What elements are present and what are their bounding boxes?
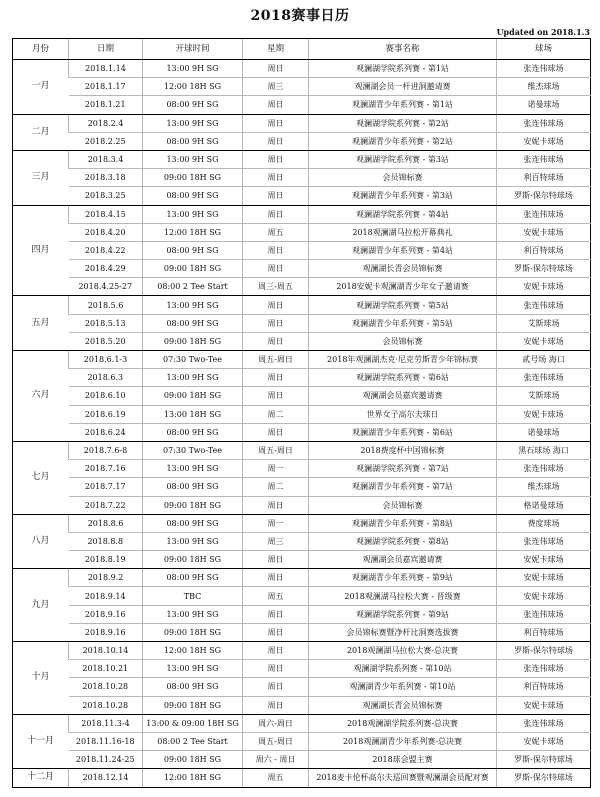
tee-time-cell: 09:00 18H SG	[143, 696, 243, 714]
tee-time-cell: 13:00 9H SG	[143, 114, 243, 132]
venue-cell: 安妮卡球场	[497, 332, 591, 350]
tee-time-cell: 08:00 2 Tee Start	[143, 732, 243, 750]
venue-cell: 罗斯-保尔特球场	[497, 642, 591, 660]
event-name-cell: 观澜湖会员嘉宾邀请赛	[309, 551, 497, 569]
venue-cell: 艾斯球场	[497, 314, 591, 332]
tee-time-cell: 09:00 18H SG	[143, 496, 243, 514]
venue-cell: 利百特球场	[497, 169, 591, 187]
event-name-cell: 观澜湖青少年系列赛 - 第5站	[309, 314, 497, 332]
weekday-cell: 周日	[243, 387, 309, 405]
header-weekday: 星期	[243, 39, 309, 60]
weekday-cell: 周五-周日	[243, 441, 309, 459]
month-cell: 二月	[13, 114, 69, 150]
date-cell: 2018.6.10	[69, 387, 143, 405]
weekday-cell: 周日	[243, 114, 309, 132]
date-cell: 2018.4.20	[69, 223, 143, 241]
weekday-cell: 周日	[243, 314, 309, 332]
date-cell: 2018.9.14	[69, 587, 143, 605]
event-name-cell: 2018观澜湖马拉松大赛-总决赛	[309, 642, 497, 660]
tee-time-cell: 13:00 9H SG	[143, 296, 243, 314]
event-name-cell: 2018安妮卡观澜湖青少年女子邀请赛	[309, 278, 497, 296]
weekday-cell: 周日	[243, 369, 309, 387]
event-name-cell: 2018观澜湖马拉松开幕典礼	[309, 223, 497, 241]
tee-time-cell: 08:00 9H SG	[143, 132, 243, 150]
weekday-cell: 周日	[243, 623, 309, 641]
event-name-cell: 观澜湖青少年系列赛 - 第7站	[309, 478, 497, 496]
table-row	[13, 114, 591, 132]
venue-cell: 罗斯-保尔特球场	[497, 769, 591, 787]
venue-cell: 安妮卡球场	[497, 278, 591, 296]
table-row	[13, 351, 591, 369]
event-name-cell: 会员锦标赛	[309, 169, 497, 187]
table-row	[13, 150, 591, 168]
event-name-cell: 2018观澜湖马拉松大赛 - 晋级赛	[309, 587, 497, 605]
date-cell: 2018.6.3	[69, 369, 143, 387]
venue-cell: 诺曼球场	[497, 423, 591, 441]
date-cell: 2018.6.24	[69, 423, 143, 441]
weekday-cell: 周五	[243, 769, 309, 787]
tee-time-cell: 08:00 2 Tee Start	[143, 278, 243, 296]
table-row	[13, 278, 591, 296]
weekday-cell: 周五	[243, 587, 309, 605]
date-cell: 2018.9.16	[69, 605, 143, 623]
weekday-cell: 周日	[243, 296, 309, 314]
weekday-cell: 周日	[243, 260, 309, 278]
tee-time-cell: 07:30 Two-Tee	[143, 441, 243, 459]
venue-cell: 张连伟球场	[497, 660, 591, 678]
date-cell: 2018.2.4	[69, 114, 143, 132]
weekday-cell: 周日	[243, 60, 309, 78]
event-name-cell: 2018麦卡伦杯高尔夫巡回赛暨观澜湖会员配对赛	[309, 769, 497, 787]
weekday-cell: 周日	[243, 423, 309, 441]
venue-cell: 张连伟球场	[497, 369, 591, 387]
weekday-cell: 周日	[243, 569, 309, 587]
weekday-cell: 周日	[243, 551, 309, 569]
date-cell: 2018.8.19	[69, 551, 143, 569]
table-row	[13, 660, 591, 678]
event-name-cell: 2018费度杯中国锦标赛	[309, 441, 497, 459]
tee-time-cell: 08:00 9H SG	[143, 514, 243, 532]
weekday-cell: 周日	[243, 205, 309, 223]
event-name-cell: 观澜湖青少年系列赛 - 第10站	[309, 678, 497, 696]
event-name-cell: 观澜湖会员嘉宾邀请赛	[309, 387, 497, 405]
event-name-cell: 观澜湖学院系列赛 - 第2站	[309, 114, 497, 132]
month-cell: 六月	[13, 351, 69, 442]
tee-time-cell: 09:00 18H SG	[143, 169, 243, 187]
weekday-cell: 周日	[243, 150, 309, 168]
month-cell: 五月	[13, 296, 69, 351]
date-cell: 2018.3.18	[69, 169, 143, 187]
venue-cell: 艾斯球场	[497, 387, 591, 405]
table-row	[13, 60, 591, 78]
table-row	[13, 223, 591, 241]
venue-cell: 维杰球场	[497, 78, 591, 96]
date-cell: 2018.11.24-25	[69, 751, 143, 769]
weekday-cell: 周三	[243, 532, 309, 550]
weekday-cell: 周一	[243, 514, 309, 532]
header-date: 日期	[69, 39, 143, 60]
table-row	[13, 460, 591, 478]
table-row	[13, 751, 591, 769]
table-row	[13, 332, 591, 350]
table-row	[13, 405, 591, 423]
weekday-cell: 周一	[243, 460, 309, 478]
month-cell: 八月	[13, 514, 69, 569]
venue-cell: 诺曼球场	[497, 96, 591, 114]
date-cell: 2018.9.2	[69, 569, 143, 587]
event-name-cell: 观澜湖学院系列赛 - 第4站	[309, 205, 497, 223]
event-name-cell: 观澜湖青少年系列赛 - 第2站	[309, 132, 497, 150]
venue-cell: 安妮卡球场	[497, 223, 591, 241]
weekday-cell: 周六-周日	[243, 714, 309, 732]
venue-cell: 黑石球场 海口	[497, 441, 591, 459]
tee-time-cell: 08:00 9H SG	[143, 678, 243, 696]
weekday-cell: 周日	[243, 241, 309, 259]
table-row	[13, 642, 591, 660]
weekday-cell: 周日	[243, 496, 309, 514]
table-row	[13, 205, 591, 223]
weekday-cell: 周日	[243, 332, 309, 350]
tee-time-cell: 13:00 9H SG	[143, 532, 243, 550]
page-title: 2018赛事日历	[250, 8, 350, 24]
table-row	[13, 441, 591, 459]
event-name-cell: 2018观澜湖学院系列赛-总决赛	[309, 714, 497, 732]
venue-cell: 张连伟球场	[497, 605, 591, 623]
venue-cell: 安妮卡球场	[497, 551, 591, 569]
header-row	[13, 39, 591, 60]
date-cell: 2018.5.6	[69, 296, 143, 314]
table-row	[13, 169, 591, 187]
date-cell: 2018.3.25	[69, 187, 143, 205]
date-cell: 2018.11.16-18	[69, 732, 143, 750]
event-name-cell: 2018年观澜湖杰克·尼克劳斯青少年锦标赛	[309, 351, 497, 369]
venue-cell: 罗斯-保尔特球场	[497, 260, 591, 278]
table-row	[13, 369, 591, 387]
date-cell: 2018.5.20	[69, 332, 143, 350]
tee-time-cell: 08:00 9H SG	[143, 187, 243, 205]
event-name-cell: 2018球会盟主赛	[309, 751, 497, 769]
date-cell: 2018.7.22	[69, 496, 143, 514]
venue-cell: 张连伟球场	[497, 150, 591, 168]
venue-cell: 利百特球场	[497, 623, 591, 641]
weekday-cell: 周日	[243, 678, 309, 696]
tee-time-cell: 08:00 9H SG	[143, 478, 243, 496]
header-month: 月份	[13, 39, 69, 60]
venue-cell: 贰号场 海口	[497, 351, 591, 369]
event-name-cell: 观澜湖学院系列赛 - 第10站	[309, 660, 497, 678]
venue-cell: 利百特球场	[497, 241, 591, 259]
event-name-cell: 观澜湖学院系列赛 - 第9站	[309, 605, 497, 623]
table-row	[13, 605, 591, 623]
weekday-cell: 周五	[243, 223, 309, 241]
event-name-cell: 观澜湖青少年系列赛 - 第6站	[309, 423, 497, 441]
tee-time-cell: 13:00 18H SG	[143, 405, 243, 423]
venue-cell: 安妮卡球场	[497, 696, 591, 714]
weekday-cell: 周五-周日	[243, 732, 309, 750]
date-cell: 2018.4.15	[69, 205, 143, 223]
event-name-cell: 观澜湖学院系列赛 - 第3站	[309, 150, 497, 168]
event-name-cell: 观澜湖学院系列赛 - 第8站	[309, 532, 497, 550]
tee-time-cell: 13:00 9H SG	[143, 369, 243, 387]
date-cell: 2018.10.28	[69, 696, 143, 714]
event-name-cell: 会员锦标赛	[309, 496, 497, 514]
venue-cell: 罗斯-保尔特球场	[497, 187, 591, 205]
date-cell: 2018.8.6	[69, 514, 143, 532]
event-name-cell: 观澜湖学院系列赛 - 第1站	[309, 60, 497, 78]
month-cell: 九月	[13, 569, 69, 642]
venue-cell: 维杰球场	[497, 478, 591, 496]
date-cell: 2018.12.14	[69, 769, 143, 787]
date-cell: 2018.3.4	[69, 150, 143, 168]
venue-cell: 张连伟球场	[497, 296, 591, 314]
tee-time-cell: 12:00 18H SG	[143, 769, 243, 787]
weekday-cell: 周三-周五	[243, 278, 309, 296]
venue-cell: 费度球场	[497, 514, 591, 532]
venue-cell: 张连伟球场	[497, 60, 591, 78]
event-name-cell: 世界女子高尔夫球日	[309, 405, 497, 423]
date-cell: 2018.9.16	[69, 623, 143, 641]
weekday-cell: 周日	[243, 605, 309, 623]
table-row	[13, 132, 591, 150]
weekday-cell: 周日	[243, 187, 309, 205]
table-row	[13, 187, 591, 205]
month-cell: 十月	[13, 642, 69, 715]
venue-cell: 安妮卡球场	[497, 569, 591, 587]
event-name-cell: 观澜湖学院系列赛 - 第7站	[309, 460, 497, 478]
table-row	[13, 314, 591, 332]
header-event-name: 赛事名称	[309, 39, 497, 60]
month-cell: 十二月	[13, 769, 69, 787]
month-cell: 三月	[13, 150, 69, 205]
table-row	[13, 769, 591, 787]
month-cell: 四月	[13, 205, 69, 296]
date-cell: 2018.11.3-4	[69, 714, 143, 732]
venue-cell: 张连伟球场	[497, 714, 591, 732]
month-cell: 一月	[13, 60, 69, 115]
table-row	[13, 714, 591, 732]
table-row	[13, 532, 591, 550]
date-cell: 2018.7.16	[69, 460, 143, 478]
table-row	[13, 387, 591, 405]
weekday-cell: 周三	[243, 78, 309, 96]
venue-cell: 罗斯-保尔特球场	[497, 751, 591, 769]
tee-time-cell: 08:00 9H SG	[143, 241, 243, 259]
event-name-cell: 2018观澜湖青少年系列赛-总决赛	[309, 732, 497, 750]
weekday-cell: 周日	[243, 642, 309, 660]
tee-time-cell: 12:00 18H SG	[143, 223, 243, 241]
table-row	[13, 241, 591, 259]
event-name-cell: 会员锦标赛	[309, 332, 497, 350]
date-cell: 2018.5.13	[69, 314, 143, 332]
event-name-cell: 观澜湖青少年系列赛 - 第8站	[309, 514, 497, 532]
tee-time-cell: 13:00 9H SG	[143, 605, 243, 623]
date-cell: 2018.4.25-27	[69, 278, 143, 296]
table-row	[13, 569, 591, 587]
tee-time-cell: 09:00 18H SG	[143, 260, 243, 278]
month-cell: 十一月	[13, 714, 69, 769]
event-name-cell: 会员锦标赛暨净杆比洞赛选拔赛	[309, 623, 497, 641]
month-cell: 七月	[13, 441, 69, 514]
tee-time-cell: 13:00 9H SG	[143, 460, 243, 478]
venue-cell: 安妮卡球场	[497, 587, 591, 605]
tee-time-cell: 09:00 18H SG	[143, 623, 243, 641]
weekday-cell: 周五-周日	[243, 351, 309, 369]
table-row	[13, 514, 591, 532]
table-row	[13, 732, 591, 750]
event-name-cell: 观澜湖长青会员锦标赛	[309, 260, 497, 278]
table-row	[13, 96, 591, 114]
tee-time-cell: TBC	[143, 587, 243, 605]
table-row	[13, 623, 591, 641]
date-cell: 2018.7.6-8	[69, 441, 143, 459]
updated-date: Updated on 2018.1.3	[496, 27, 590, 37]
venue-cell: 张连伟球场	[497, 532, 591, 550]
tee-time-cell: 09:00 18H SG	[143, 751, 243, 769]
event-name-cell: 观澜湖学院系列赛 - 第6站	[309, 369, 497, 387]
event-name-cell: 观澜湖会员一杆进洞邀请赛	[309, 78, 497, 96]
tee-time-cell: 08:00 9H SG	[143, 423, 243, 441]
weekday-cell: 周六 - 周日	[243, 751, 309, 769]
venue-cell: 张连伟球场	[497, 205, 591, 223]
table-row	[13, 260, 591, 278]
date-cell: 2018.7.17	[69, 478, 143, 496]
tee-time-cell: 13:00 & 09:00 18H SG	[143, 714, 243, 732]
tee-time-cell: 09:00 18H SG	[143, 387, 243, 405]
tee-time-cell: 13:00 9H SG	[143, 150, 243, 168]
calendar-table	[12, 38, 591, 788]
tee-time-cell: 08:00 9H SG	[143, 96, 243, 114]
header-venue: 球场	[497, 39, 591, 60]
event-name-cell: 观澜湖青少年系列赛 - 第9站	[309, 569, 497, 587]
date-cell: 2018.1.21	[69, 96, 143, 114]
table-row	[13, 296, 591, 314]
venue-cell: 安妮卡球场	[497, 132, 591, 150]
venue-cell: 格诺曼球场	[497, 496, 591, 514]
table-row	[13, 696, 591, 714]
table-row	[13, 551, 591, 569]
event-name-cell: 观澜湖青少年系列赛 - 第4站	[309, 241, 497, 259]
venue-cell: 安妮卡球场	[497, 405, 591, 423]
weekday-cell: 周二	[243, 405, 309, 423]
table-row	[13, 478, 591, 496]
date-cell: 2018.6.19	[69, 405, 143, 423]
date-cell: 2018.4.29	[69, 260, 143, 278]
table-row	[13, 587, 591, 605]
date-cell: 2018.10.21	[69, 660, 143, 678]
date-cell: 2018.1.17	[69, 78, 143, 96]
venue-cell: 利百特球场	[497, 678, 591, 696]
tee-time-cell: 07:30 Two-Tee	[143, 351, 243, 369]
event-name-cell: 观澜湖学院系列赛 - 第5站	[309, 296, 497, 314]
tee-time-cell: 13:00 9H SG	[143, 660, 243, 678]
event-name-cell: 观澜湖青少年系列赛 - 第1站	[309, 96, 497, 114]
tee-time-cell: 08:00 9H SG	[143, 314, 243, 332]
tee-time-cell: 13:00 9H SG	[143, 60, 243, 78]
date-cell: 2018.10.28	[69, 678, 143, 696]
venue-cell: 张连伟球场	[497, 114, 591, 132]
venue-cell: 安妮卡球场	[497, 732, 591, 750]
date-cell: 2018.10.14	[69, 642, 143, 660]
date-cell: 2018.2.25	[69, 132, 143, 150]
date-cell: 2018.1.14	[69, 60, 143, 78]
tee-time-cell: 12:00 18H SG	[143, 78, 243, 96]
weekday-cell: 周日	[243, 169, 309, 187]
table-row	[13, 678, 591, 696]
weekday-cell: 周日	[243, 132, 309, 150]
event-name-cell: 观澜湖长青会员锦标赛	[309, 696, 497, 714]
tee-time-cell: 09:00 18H SG	[143, 332, 243, 350]
date-cell: 2018.8.8	[69, 532, 143, 550]
venue-cell: 张连伟球场	[497, 460, 591, 478]
tee-time-cell: 09:00 18H SG	[143, 551, 243, 569]
weekday-cell: 周日	[243, 660, 309, 678]
tee-time-cell: 08:00 9H SG	[143, 569, 243, 587]
tee-time-cell: 12:00 18H SG	[143, 642, 243, 660]
weekday-cell: 周二	[243, 478, 309, 496]
tee-time-cell: 13:00 9H SG	[143, 205, 243, 223]
event-name-cell: 观澜湖青少年系列赛 - 第3站	[309, 187, 497, 205]
table-row	[13, 496, 591, 514]
date-cell: 2018.4.22	[69, 241, 143, 259]
weekday-cell: 周日	[243, 96, 309, 114]
table-row	[13, 423, 591, 441]
date-cell: 2018.6.1-3	[69, 351, 143, 369]
weekday-cell: 周日	[243, 696, 309, 714]
header-tee-time: 开球时间	[143, 39, 243, 60]
table-row	[13, 78, 591, 96]
